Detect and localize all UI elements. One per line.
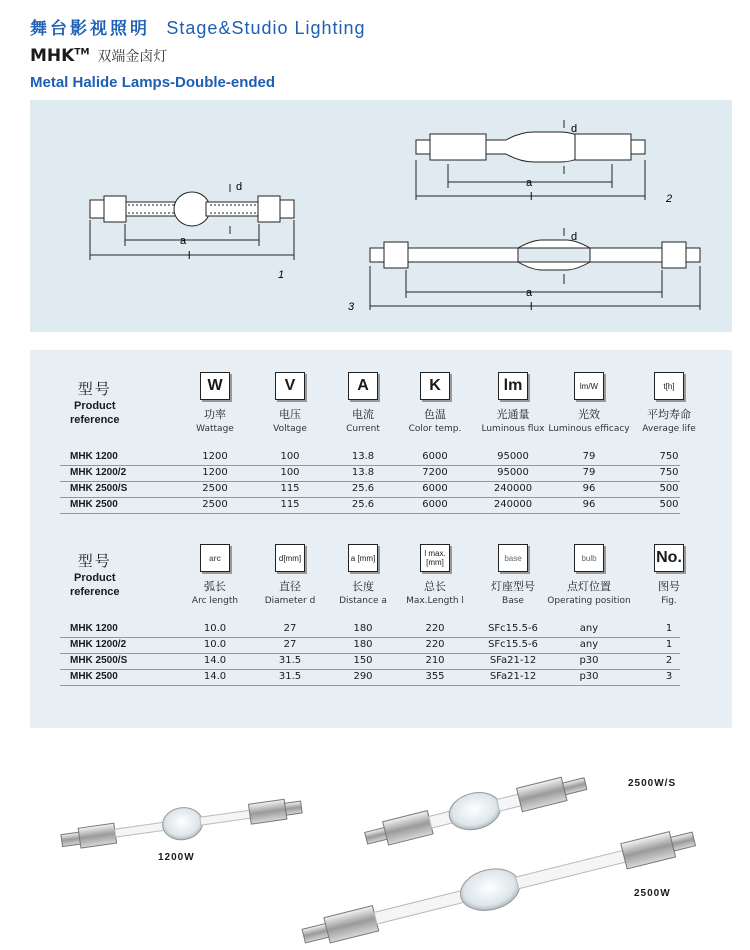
caption-2500ws: 2500W/S (628, 778, 677, 789)
table-row (60, 622, 680, 638)
table1-col-4-label-cn: 色温 (424, 408, 446, 421)
table2-cell: p30 (579, 671, 599, 682)
fig2-label-d: d (571, 123, 578, 135)
table1-cell: 750 (659, 451, 679, 462)
table2-cell: 290 (353, 671, 373, 682)
table1-col-1-label-en: Wattage (196, 424, 234, 434)
fig1-lamp-drawing (90, 184, 294, 260)
table2-model: MHK 1200/2 (70, 639, 127, 650)
table2-col-2-label-cn: 直径 (279, 580, 301, 593)
table2-col-6-label-en: Operating position (547, 596, 631, 606)
product-name-cn: 双端金卤灯 (97, 49, 168, 65)
table1-cell: 6000 (422, 451, 448, 462)
fig3-label-l: l (530, 301, 533, 313)
table1-col-7-icon: t[h] (654, 372, 684, 400)
table-row (60, 654, 680, 670)
table2-col-2-icon: d[mm] (275, 544, 305, 572)
table2-col-4-label-cn: 总长 (424, 580, 446, 593)
fig3-number: 3 (348, 301, 355, 313)
table1-cell: 96 (582, 499, 596, 510)
table2-cell: SFa21-12 (489, 655, 537, 666)
table2-ref-en1: Product (73, 572, 116, 584)
table1-col-1-icon: W (200, 372, 230, 400)
table2-cell: 1 (665, 623, 673, 634)
table-row (60, 670, 680, 686)
table-row (60, 498, 680, 514)
spec-table-panel (30, 350, 732, 728)
table2-cell: SFc15.5-6 (488, 623, 538, 634)
table2-cell: 27 (283, 623, 297, 634)
table2-col-3-label-en: Distance a (339, 596, 387, 606)
table1-col-2-label-cn: 电压 (279, 408, 301, 421)
photo-lamp-1200w (59, 791, 303, 856)
table2-cell: 31.5 (278, 671, 302, 682)
table2-col-7-label-en: Fig. (661, 596, 677, 606)
table1-cell: 13.8 (351, 467, 375, 478)
table2-col-4-label-en: Max.Length l (406, 596, 464, 606)
table2-cell: 180 (353, 639, 373, 650)
table1-model: MHK 2500 (70, 499, 118, 510)
table1-cell: 96 (582, 483, 596, 494)
table1-cell: 1200 (202, 451, 228, 462)
table2-product-reference (70, 550, 120, 599)
table1-cell: 2500 (202, 499, 228, 510)
fig1-label-a: a (180, 235, 187, 247)
fig1-label-l: l (188, 250, 191, 262)
header-title-cn: 舞台影视照明 (30, 19, 150, 39)
table1-cell: 115 (280, 499, 300, 510)
table2-cell: p30 (579, 655, 599, 666)
table1-col-4-icon: K (420, 372, 450, 400)
table2-cell: 220 (425, 639, 445, 650)
table2-col-2-label-en: Diameter d (264, 596, 316, 606)
table1-model: MHK 1200 (70, 451, 118, 462)
table2-cell: 1 (665, 639, 673, 650)
caption-1200w: 1200W (158, 852, 195, 863)
table1-col-7 (624, 372, 714, 434)
table1-col-6-icon: lm/W (574, 372, 604, 400)
table1-cell: 79 (582, 467, 596, 478)
table2-model: MHK 2500 (70, 671, 118, 682)
table2-cell: 355 (425, 671, 445, 682)
table1-cell: 115 (280, 483, 300, 494)
table1-col-4 (390, 372, 480, 434)
lamp-photos (0, 740, 750, 950)
table1-cell: 750 (659, 467, 679, 478)
table1-col-3-label-en: Current (346, 424, 380, 434)
table2-col-1-label-en: Arc length (191, 596, 239, 606)
table1-col-2-icon: V (275, 372, 305, 400)
table2-model: MHK 2500/S (70, 655, 128, 666)
table1-col-5-icon: lm (498, 372, 528, 400)
product-model: MHK (30, 46, 75, 66)
lamp-dimension-drawings (30, 100, 732, 332)
table2-col-1-label-cn: 弧长 (204, 580, 226, 593)
table1-cell: 79 (582, 451, 596, 462)
table-row (60, 466, 680, 482)
table1-cell: 6000 (422, 499, 448, 510)
dimension-diagram-panel (30, 100, 732, 332)
table2-col-6-label-cn: 点灯位置 (567, 580, 611, 593)
table1-cell: 500 (659, 483, 679, 494)
table2-col-5-icon: base (498, 544, 528, 572)
table1-ref-en1: Product (73, 400, 116, 412)
caption-2500w: 2500W (634, 888, 671, 899)
table2-col-4-icon: l max. [mm] (420, 544, 450, 572)
table2-col-3-label-cn: 长度 (352, 580, 374, 593)
table1-cell: 95000 (497, 451, 529, 462)
table2-ref-cn: 型号 (77, 552, 112, 570)
table2-col-7-label-cn: 图号 (658, 580, 680, 593)
table1-cell: 100 (280, 467, 300, 478)
table1-cell: 240000 (493, 483, 533, 494)
table2-cell: 14.0 (203, 655, 227, 666)
trademark: TM (74, 47, 90, 58)
product-name (30, 46, 167, 66)
table2-cell: 27 (283, 639, 297, 650)
table2-cell: 210 (425, 655, 445, 666)
fig1-number: 1 (278, 269, 285, 281)
header-title-en: Stage&Studio Lighting (166, 18, 366, 38)
table2-cell: any (579, 639, 599, 650)
fig3-label-d: d (571, 231, 578, 243)
table1-product-reference (70, 378, 120, 427)
table1-cell: 13.8 (351, 451, 375, 462)
table1-cell: 100 (280, 451, 300, 462)
table2-cell: 180 (353, 623, 373, 634)
table2-col-5-label-cn: 灯座型号 (491, 580, 535, 593)
table1-col-5-label-en: Luminous flux (481, 424, 545, 434)
photo-lamp-2500ws (362, 766, 590, 856)
table1-cell: 25.6 (351, 483, 375, 494)
table1-cell: 2500 (202, 483, 228, 494)
table1-ref-en2: reference (70, 414, 120, 426)
table-row (60, 450, 680, 466)
table2-col-6 (544, 544, 634, 606)
table2-col-7-icon: No. (654, 544, 684, 572)
table2-cell: 150 (353, 655, 373, 666)
table1-col-7-label-cn: 平均寿命 (647, 408, 691, 421)
fig2-label-l: l (530, 191, 533, 203)
table1-cell: 25.6 (351, 499, 375, 510)
table2-ref-en2: reference (70, 586, 120, 598)
table1-col-6-label-cn: 光效 (578, 408, 600, 421)
table1-col-4-label-en: Color temp. (408, 424, 462, 434)
table1-col-6-label-en: Luminous efficacy (548, 424, 630, 434)
product-subtitle: Metal Halide Lamps-Double-ended (30, 74, 276, 91)
table2-cell: SFc15.5-6 (488, 639, 538, 650)
page-header (30, 14, 366, 39)
table2-cell: 3 (665, 671, 673, 682)
table2-col-4 (390, 544, 480, 606)
table1-cell: 6000 (422, 483, 448, 494)
table1-col-5-label-cn: 光通量 (496, 408, 530, 421)
table2-cell: 31.5 (278, 655, 302, 666)
table2-col-3-icon: a [mm] (348, 544, 378, 572)
fig2-label-a: a (526, 177, 533, 189)
table1-cell: 240000 (493, 499, 533, 510)
table1-col-3-label-cn: 电流 (352, 408, 374, 421)
table-row (60, 638, 680, 654)
table2-cell: 10.0 (203, 623, 227, 634)
table2-col-5-label-en: Base (502, 596, 524, 606)
table1-col-1-label-cn: 功率 (204, 408, 226, 421)
table1-col-6 (544, 372, 634, 434)
table1-model: MHK 1200/2 (70, 467, 127, 478)
fig3-label-a: a (526, 287, 533, 299)
table2-cell: 2 (665, 655, 673, 666)
table1-col-2-label-en: Voltage (273, 424, 307, 434)
table1-col-7-label-en: Average life (642, 424, 696, 434)
fig2-number: 2 (666, 193, 673, 205)
table2-cell: any (579, 623, 599, 634)
table2-cell: 10.0 (203, 639, 227, 650)
table2-cell: SFa21-12 (489, 671, 537, 682)
table1-cell: 95000 (497, 467, 529, 478)
table2-col-6-icon: bulb (574, 544, 604, 572)
table2-col-1-icon: arc (200, 544, 230, 572)
table1-cell: 500 (659, 499, 679, 510)
photo-lamp-2500w (299, 819, 699, 950)
table2-cell: 220 (425, 623, 445, 634)
table1-cell: 7200 (422, 467, 448, 478)
table1-ref-cn: 型号 (77, 380, 112, 398)
table1-cell: 1200 (202, 467, 228, 478)
table2-col-7 (624, 544, 714, 606)
table2-cell: 14.0 (203, 671, 227, 682)
table2-model: MHK 1200 (70, 623, 118, 634)
fig3-lamp-drawing (370, 228, 700, 310)
fig1-label-d: d (236, 181, 243, 193)
table-row (60, 482, 680, 498)
table1-col-3-icon: A (348, 372, 378, 400)
table1-model: MHK 2500/S (70, 483, 128, 494)
